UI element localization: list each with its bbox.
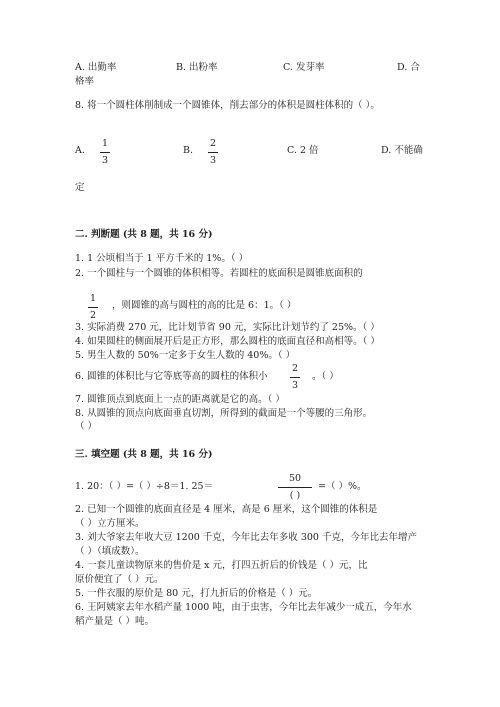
s3-question-1-cont: =（ ）%。: [318, 481, 367, 492]
s3-question-1-fraction: [278, 473, 312, 502]
s2-question-2-fraction: [88, 293, 98, 322]
s2-question-6: 6. 圆锥的体积比与它等底等高的圆柱的体积小: [75, 371, 268, 382]
q7-option-d: D. 合: [397, 62, 420, 73]
fraction-denominator: 3: [209, 155, 217, 166]
fraction-denominator: ( ): [289, 490, 301, 501]
s3-question-6: 6. 王阿姨家去年水稻产量 1000 吨，由于虫害，今年比去年减少一成五，今年水: [75, 602, 412, 613]
q8-option-b-fraction: [208, 138, 218, 167]
q8-option-b-label: B.: [183, 145, 194, 156]
q7-option-b: B. 出粉率: [176, 62, 218, 73]
s2-question-2-cont: ，则圆锥的高与圆柱的高的比是 6：1。（ ）: [112, 300, 297, 311]
s3-question-1: 1. 20：（ ）=（ ）÷8＝1. 25＝: [75, 481, 214, 492]
fraction-bar: [88, 307, 98, 308]
s2-question-1: 1. 1 公顷相当于 1 平方千米的 1%。（ ）: [75, 253, 249, 264]
fraction-numerator: 1: [89, 293, 97, 304]
q8-option-d: D. 不能确: [381, 145, 423, 156]
q8-option-a-fraction: [100, 138, 110, 167]
q7-option-d-cont: 格率: [75, 76, 95, 87]
s2-question-7: 7. 圆锥顶点到底面上一点的距离就是它的高。（ ）: [75, 394, 285, 405]
s3-question-4: 4. 一套儿童读物原来的售价是 x 元，打四五折后的价钱是（ ）元，比: [75, 560, 368, 571]
s3-question-4-cont: 原价便宜了（ ）元。: [75, 574, 164, 585]
s2-question-8-cont: （ ）: [75, 421, 98, 432]
fraction-denominator: 2: [89, 310, 97, 321]
s2-question-2: 2. 一个圆柱与一个圆锥的体积相等。若圆柱的底面积是圆锥底面积的: [75, 268, 363, 279]
fraction-denominator: 3: [291, 380, 299, 391]
s2-question-8: 8. 从圆锥的顶点向底面垂直切割，所得到的截面是一个等腰的三角形。: [75, 408, 373, 419]
s3-question-3: 3. 刘大爷家去年收大豆 1200 千克，今年比去年多收 300 千克，今年比去年增产: [75, 532, 417, 543]
fraction-denominator: 3: [101, 155, 109, 166]
q7-option-a: A. 出勤率: [75, 62, 117, 73]
s2-question-6-fraction: [290, 363, 300, 392]
s2-question-3: 3. 实际消费 270 元，比计划节省 90 元，实际比计划节约了 25%。（ ）: [75, 322, 380, 333]
fraction-numerator: 1: [101, 138, 109, 149]
fraction-numerator: 2: [291, 363, 299, 374]
s3-question-2: 2. 已知一个圆锥的底面直径是 4 厘米，高是 6 厘米，这个圆锥的体积是: [75, 504, 378, 515]
section-heading-judgement: 二. 判断题 (共 8 题，共 16 分): [75, 229, 213, 240]
fraction-bar: [290, 377, 300, 378]
q8-option-c: C. 2 倍: [287, 145, 319, 156]
section-heading-fill-in: 三. 填空题 (共 8 题，共 16 分): [75, 449, 213, 460]
fraction-bar: [278, 487, 312, 488]
q8-option-a-label: A.: [75, 145, 85, 156]
s2-question-5: 5. 男生人数的 50%一定多于女生人数的 40%。（ ）: [75, 350, 296, 361]
s3-question-5: 5. 一件衣服的原价是 80 元，打九折后的价格是（ ）元。: [75, 588, 318, 599]
fraction-bar: [100, 152, 110, 153]
s2-question-4: 4. 如果圆柱的侧面展开后是正方形，那么圆柱的底面直径和高相等。（ ）: [75, 336, 380, 347]
fraction-numerator: 2: [209, 138, 217, 149]
s3-question-2-cont: （ ）立方厘米。: [75, 518, 145, 529]
q7-option-c: C. 发芽率: [283, 62, 325, 73]
q8-question: 8. 将一个圆柱体削制成一个圆锥体，削去部分的体积是圆柱体积的（ ）。: [75, 100, 380, 111]
s3-question-3-cont: （ ）（填成数）。: [75, 546, 145, 557]
q8-option-d-cont: 定: [75, 182, 85, 193]
s3-question-6-cont: 稻产量是（ ）吨。: [75, 616, 155, 627]
fraction-numerator: 50: [288, 473, 302, 484]
s2-question-6-cont: 。（ ）: [312, 371, 339, 382]
fraction-bar: [208, 152, 218, 153]
